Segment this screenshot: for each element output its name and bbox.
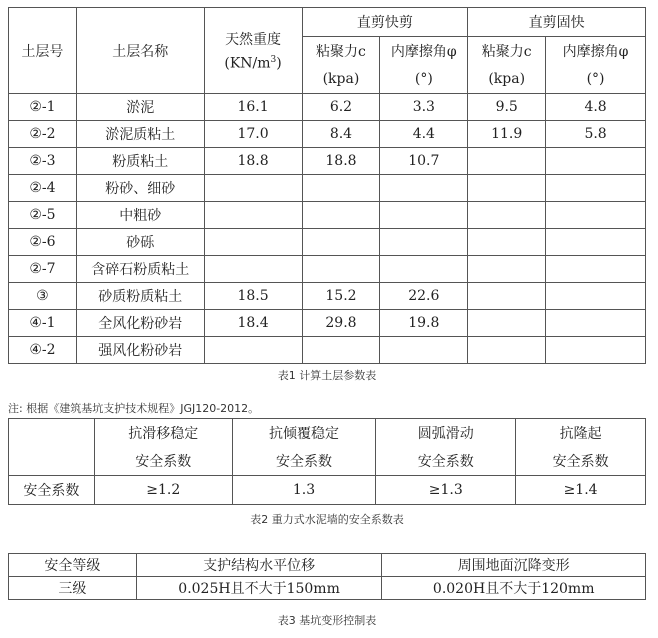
header-overturning-sub: 安全系数 [232,447,376,476]
cell-layer-name: 砂砾 [76,229,204,256]
cell-fast-friction [380,202,468,229]
deformation-control-table [8,553,646,600]
cell-layer-no: ②-5 [9,202,77,229]
cell-cons-friction: 4.8 [546,94,646,121]
cell-fast-cohesion: 8.4 [302,121,380,148]
cell-fast-cohesion: 15.2 [302,283,380,310]
header-sliding-sub: 安全系数 [94,447,232,476]
cell-layer-name: 砂质粉质粘土 [76,283,204,310]
cell-cons-cohesion: 11.9 [468,121,546,148]
cell-fast-cohesion [302,256,380,283]
table-row [9,202,646,229]
cell-fast-friction: 3.3 [380,94,468,121]
header-safety-grade: 安全等级 [9,554,137,577]
value-safety-grade: 三级 [9,577,137,600]
cell-layer-name: 淤泥质粘土 [76,121,204,148]
cell-layer-no: ②-7 [9,256,77,283]
cell-fast-friction: 22.6 [380,283,468,310]
header-arc-sliding: 圆弧滑动 [376,419,516,448]
cell-cons-cohesion [468,148,546,175]
header-sliding: 抗滑移稳定 [94,419,232,448]
cell-cons-cohesion [468,310,546,337]
cell-unit-weight: 18.8 [204,148,302,175]
cell-unit-weight [204,202,302,229]
cell-layer-no: ②-2 [9,121,77,148]
cell-unit-weight: 16.1 [204,94,302,121]
cell-layer-no: ②-6 [9,229,77,256]
value-heave: ≥1.4 [516,476,646,505]
cell-layer-name: 含碎石粉质粘土 [76,256,204,283]
header-unit-weight-unit: $(KN/m^3)$ [224,55,282,72]
header-fast-shear: 直剪快剪 [302,8,468,37]
cell-unit-weight [204,256,302,283]
table-row [9,175,646,202]
cell-cons-friction [546,310,646,337]
header-unit-weight [204,8,302,94]
cell-unit-weight [204,337,302,364]
cell-fast-friction [380,229,468,256]
header-arc-sliding-sub: 安全系数 [376,447,516,476]
header-ground-settlement: 周围地面沉降变形 [382,554,646,577]
cell-cons-friction [546,202,646,229]
header-cons-friction: 内摩擦角φ [546,37,646,66]
header-fast-friction-unit: (°) [380,65,468,94]
header-horizontal-displacement: 支护结构水平位移 [136,554,382,577]
cell-fast-friction: 19.8 [380,310,468,337]
cell-unit-weight [204,229,302,256]
cell-layer-no: ②-1 [9,94,77,121]
header-overturning: 抗倾覆稳定 [232,419,376,448]
cell-layer-name: 淤泥 [76,94,204,121]
table-row [9,310,646,337]
cell-layer-no: ④-1 [9,310,77,337]
row-label: 安全系数 [9,476,95,505]
value-horizontal-displacement: 0.025H且不大于150mm [136,577,382,600]
cell-fast-friction: 4.4 [380,121,468,148]
cell-cons-friction [546,148,646,175]
header-unit-weight-label: 天然重度 [225,32,282,49]
cell-layer-name: 强风化粉砂岩 [76,337,204,364]
table-row [9,337,646,364]
table-row [9,256,646,283]
cell-fast-cohesion [302,175,380,202]
header-cons-cohesion: 粘聚力c [468,37,546,66]
cell-unit-weight: 17.0 [204,121,302,148]
cell-unit-weight: 18.4 [204,310,302,337]
cell-fast-cohesion [302,229,380,256]
cell-layer-name: 粉质粘土 [76,148,204,175]
cell-cons-friction: 5.8 [546,121,646,148]
header-heave-sub: 安全系数 [516,447,646,476]
cell-cons-cohesion [468,229,546,256]
cell-cons-cohesion [468,175,546,202]
cell-layer-no: ③ [9,283,77,310]
table-row [9,121,646,148]
soil-parameters-table [8,7,646,364]
cell-unit-weight [204,175,302,202]
cell-cons-friction [546,337,646,364]
safety-factor-table [8,418,646,505]
cell-layer-name: 粉砂、细砂 [76,175,204,202]
table3-caption: 表3 基坑变形控制表 [277,614,377,627]
cell-cons-cohesion [468,202,546,229]
cell-fast-friction [380,256,468,283]
table-row [9,229,646,256]
cell-layer-name: 中粗砂 [76,202,204,229]
value-arc-sliding: ≥1.3 [376,476,516,505]
cell-cons-friction [546,175,646,202]
cell-fast-cohesion: 6.2 [302,94,380,121]
cell-cons-friction [546,283,646,310]
cell-fast-cohesion [302,202,380,229]
table-row [9,283,646,310]
header-fast-cohesion: 粘聚力c [302,37,380,66]
header-empty [9,419,95,476]
cell-fast-cohesion [302,337,380,364]
value-sliding: ≥1.2 [94,476,232,505]
header-fast-friction: 内摩擦角φ [380,37,468,66]
table-row [9,148,646,175]
cell-cons-cohesion [468,283,546,310]
code-note: 注: 根据《建筑基坑支护技术规程》JGJ120-2012。 [8,402,260,415]
header-fast-cohesion-unit: (kpa) [302,65,380,94]
cell-layer-no: ②-3 [9,148,77,175]
cell-layer-no: ④-2 [9,337,77,364]
header-consolidated-fast-shear: 直剪固快 [468,8,646,37]
value-overturning: 1.3 [232,476,376,505]
cell-cons-cohesion [468,256,546,283]
cell-cons-friction [546,229,646,256]
value-ground-settlement: 0.020H且不大于120mm [382,577,646,600]
table1-caption: 表1 计算土层参数表 [277,369,377,382]
cell-fast-cohesion: 29.8 [302,310,380,337]
cell-fast-friction [380,175,468,202]
header-cons-cohesion-unit: (kpa) [468,65,546,94]
header-layer-no: 土层号 [9,8,77,94]
header-cons-friction-unit: (°) [546,65,646,94]
cell-layer-no: ②-4 [9,175,77,202]
cell-fast-friction [380,337,468,364]
header-layer-name: 土层名称 [76,8,204,94]
cell-fast-friction: 10.7 [380,148,468,175]
table2-caption: 表2 重力式水泥墙的安全系数表 [250,513,404,526]
table-row [9,94,646,121]
cell-cons-friction [546,256,646,283]
cell-fast-cohesion: 18.8 [302,148,380,175]
cell-cons-cohesion [468,337,546,364]
cell-layer-name: 全风化粉砂岩 [76,310,204,337]
cell-cons-cohesion: 9.5 [468,94,546,121]
header-heave: 抗隆起 [516,419,646,448]
cell-unit-weight: 18.5 [204,283,302,310]
